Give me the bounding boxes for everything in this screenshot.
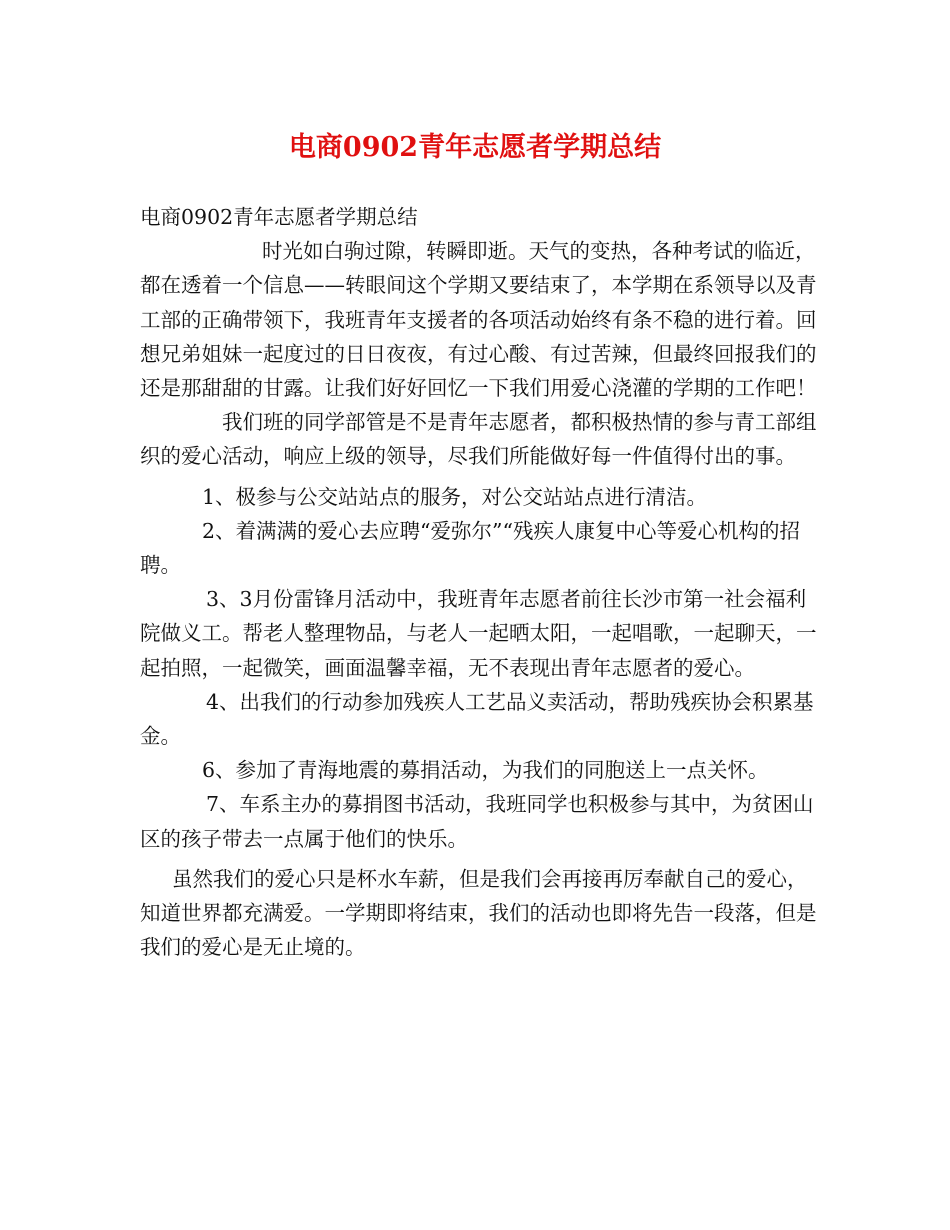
list-item-4: 4、出我们的行动参加残疾人工艺品义卖活动，帮助残疾协会积累基金。: [140, 689, 814, 749]
list-item-6: 6、参加了青海地震的募捐活动，为我们的同胞送上一点关怀。: [202, 758, 769, 783]
paragraph-participation: 我们班的同学部管是不是青年志愿者，都积极热情的参与青工部组织的爱心活动，响应上级的领导，尽我们所能做好每一件值得付出的事。: [140, 410, 817, 469]
list-item-7: 7、车系主办的募捐图书活动，我班同学也积极参与其中，为贫困山区的孩子带去一点属于他们的快乐。: [140, 792, 814, 851]
paragraph-closing: 虽然我们的爱心只是杯水车薪，但是我们会再接再厉奉献自己的爱心，知道世界都充满爱。一学期即将结束，我们的活动也即将先告一段落，但是我们的爱心是无止境的。: [140, 866, 817, 960]
list-item-1: 1、极参与公交站站点的服务，对公交站站点进行清洁。: [202, 484, 708, 509]
list-item-2: 2、着满满的爱心去应聘“爱弥尔”“残疾人康复中心等爱心机构的招聘。: [140, 518, 800, 578]
paragraph-intro: 时光如白驹过隙，转瞬即逝。天气的变热，各种考试的临近，都在透着一个信息——转眼间这个学期又要结束了，本学期在系领导以及青工部的正确带领下，我班青年支援者的各项活动始终有条不稳的进行着。回想兄弟姐妹一起度过的日日夜夜，有过心酸、有过苦辣，但最终回报我们的还是那甜甜的甘露。让我们好好回忆一下我们用爱心浇灌的学期的工作吧！: [140, 239, 817, 401]
document-body: [140, 200, 820, 964]
document-subtitle: 电商0902青年志愿者学期总结: [140, 205, 418, 229]
document-title: 电商0902青年志愿者学期总结: [288, 132, 662, 163]
list-item-3: 3、3月份雷锋月活动中，我班青年志愿者前往长沙市第一社会福利院做义工。帮老人整理物品，与老人一起晒太阳，一起唱歌，一起聊天，一起拍照，一起微笑，画面温馨幸福，无不表现出青年志愿者的爱心。: [140, 587, 817, 680]
